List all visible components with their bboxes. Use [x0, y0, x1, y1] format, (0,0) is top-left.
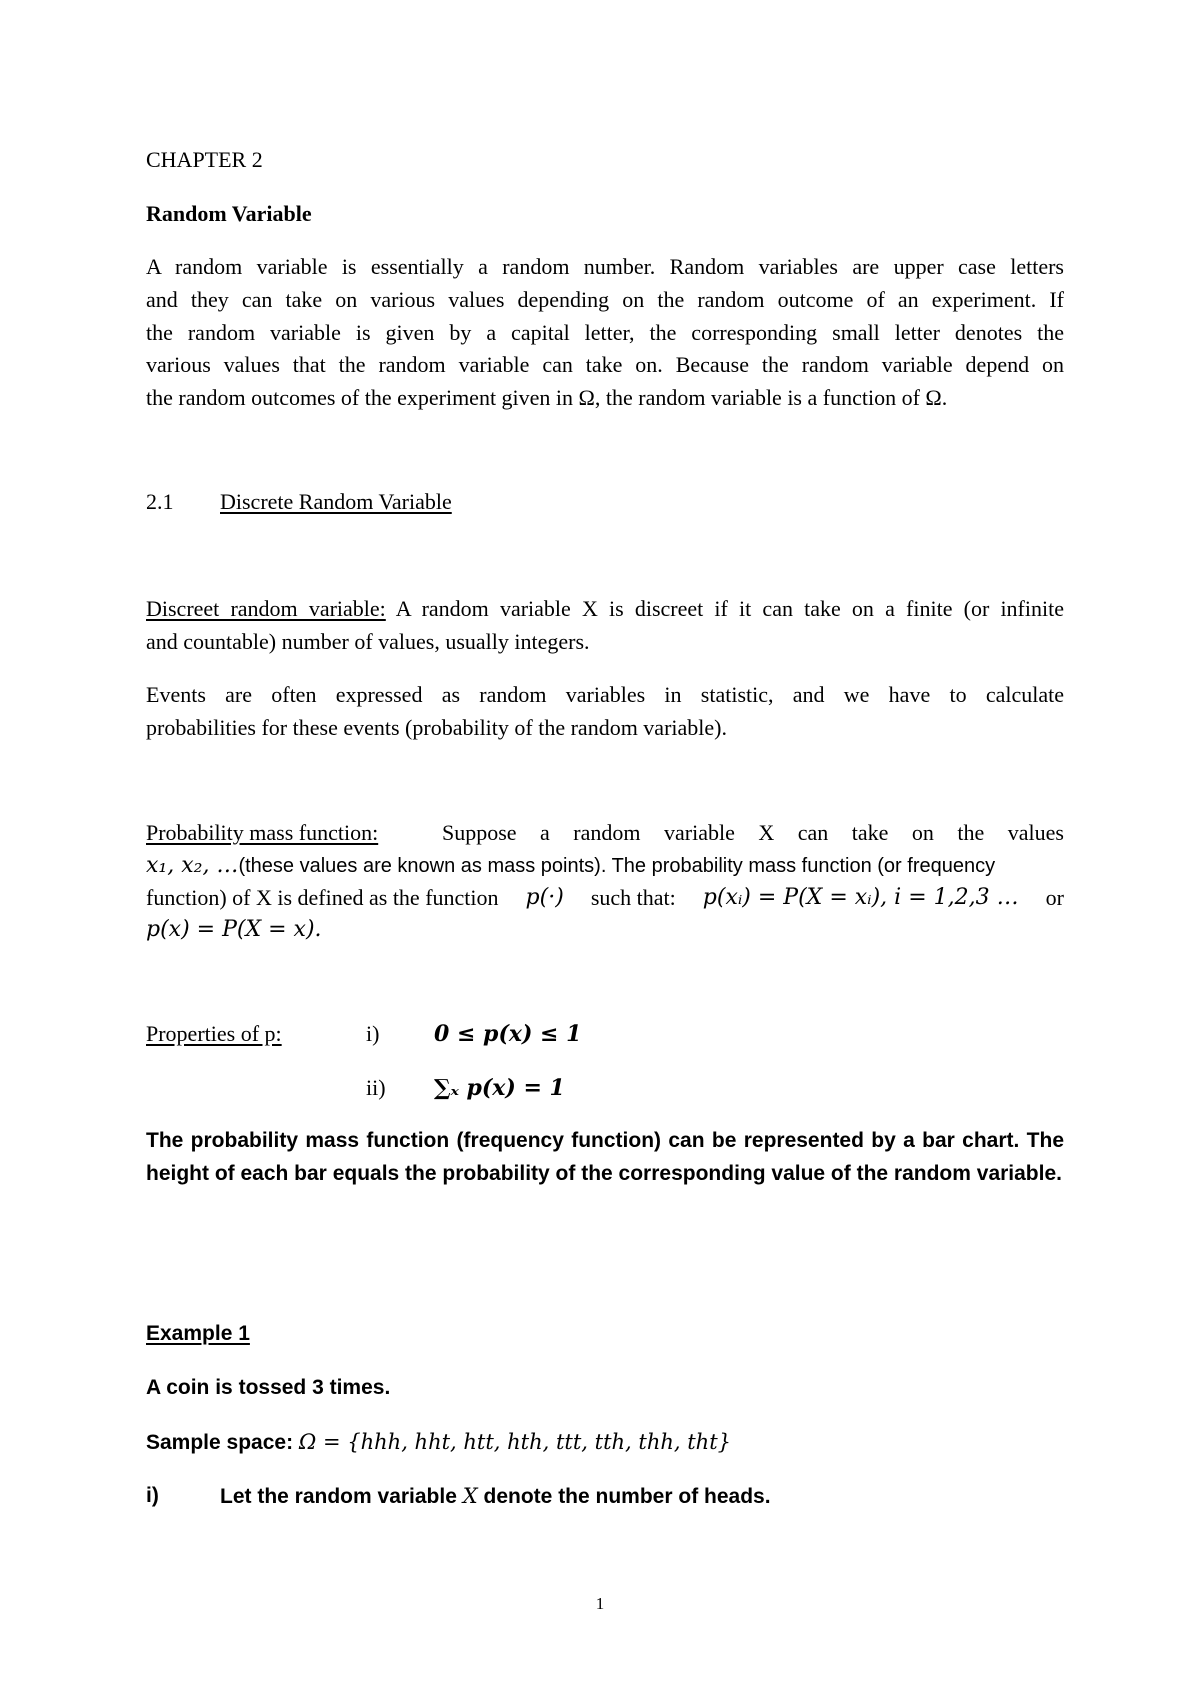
intro-line: A random variable is essentially a random number. Random variables are upper case letters	[146, 254, 1064, 279]
example-statement: A coin is tossed 3 times.	[146, 1376, 391, 1399]
pmf-text: (these values are known as mass points). The probability mass function (or frequency	[238, 855, 996, 877]
item-text-part: denote the number of heads.	[477, 1485, 771, 1508]
property-number: i)	[366, 1021, 380, 1046]
sample-space-label: Sample space:	[146, 1431, 299, 1454]
chapter-heading: CHAPTER 2	[146, 147, 263, 172]
events-line: Events are often expressed as random variables in statistic, and we have to calculate	[146, 682, 1064, 707]
definition-text: A random variable X is discreet if it can take on a finite (or infinite	[385, 596, 1064, 621]
pmf-text: or	[1045, 885, 1064, 910]
pmf-text: such that:	[590, 885, 676, 910]
subsection-number: 2.1	[146, 489, 174, 514]
item-text-part: Let the random variable	[220, 1485, 463, 1508]
example-title: Example 1	[146, 1322, 250, 1345]
property-expression: ∑ₓ p(x) = 1	[434, 1075, 565, 1101]
bar-chart-line: The probability mass function (frequency function) can be represented by a bar chart. The	[146, 1129, 1064, 1152]
sample-space-line	[146, 1430, 731, 1455]
intro-line: the random variable is given by a capital letter, the corresponding small letter denotes the	[146, 320, 1064, 345]
pmf-line	[146, 852, 1064, 878]
pmf-equation-math: p(xᵢ) = P(X = xᵢ), i = 1,2,3 …	[702, 885, 1019, 910]
events-line: probabilities for these events (probability of the random variable).	[146, 715, 727, 740]
sample-space-math: Ω = {hhh, hht, htt, hth, ttt, tth, thh, tht}	[298, 1430, 732, 1454]
mass-points-math: x₁, x₂, …	[146, 853, 239, 878]
pmf-line	[146, 820, 1064, 846]
bar-chart-line: height of each bar equals the probability of the corresponding value of the random variable.	[146, 1162, 1062, 1185]
pmf-text: Suppose a random variable X can take on the values	[441, 820, 1064, 845]
example-item-text	[220, 1484, 771, 1509]
properties-label: Properties of p:	[146, 1021, 282, 1046]
subsection-title: Discrete Random Variable	[220, 489, 452, 514]
page-number: 1	[595, 1594, 605, 1613]
definition-line	[146, 596, 1064, 622]
property-expression: 0 ≤ p(x) ≤ 1	[434, 1021, 582, 1047]
intro-line: and they can take on various values depending on the random outcome of an experiment. If	[146, 287, 1064, 312]
intro-line: various values that the random variable can take on. Because the random variable depend on	[146, 352, 1064, 377]
pmf-term: Probability mass function:	[146, 820, 379, 845]
pmf-function-math: p(·)	[525, 885, 564, 910]
intro-line: the random outcomes of the experiment given in Ω, the random variable is a function of Ω.	[146, 385, 948, 410]
section-title: Random Variable	[146, 201, 312, 226]
pmf-line	[146, 885, 1064, 911]
property-number: ii)	[366, 1075, 386, 1100]
random-variable-math: X	[462, 1484, 478, 1508]
definition-line: and countable) number of values, usually integers.	[146, 629, 590, 654]
definition-term: Discreet random variable:	[146, 596, 386, 621]
example-item-number: i)	[146, 1484, 159, 1507]
pmf-text: function) of X is defined as the function	[146, 885, 499, 910]
pmf-equation-math: p(x) = P(X = x).	[146, 917, 322, 942]
